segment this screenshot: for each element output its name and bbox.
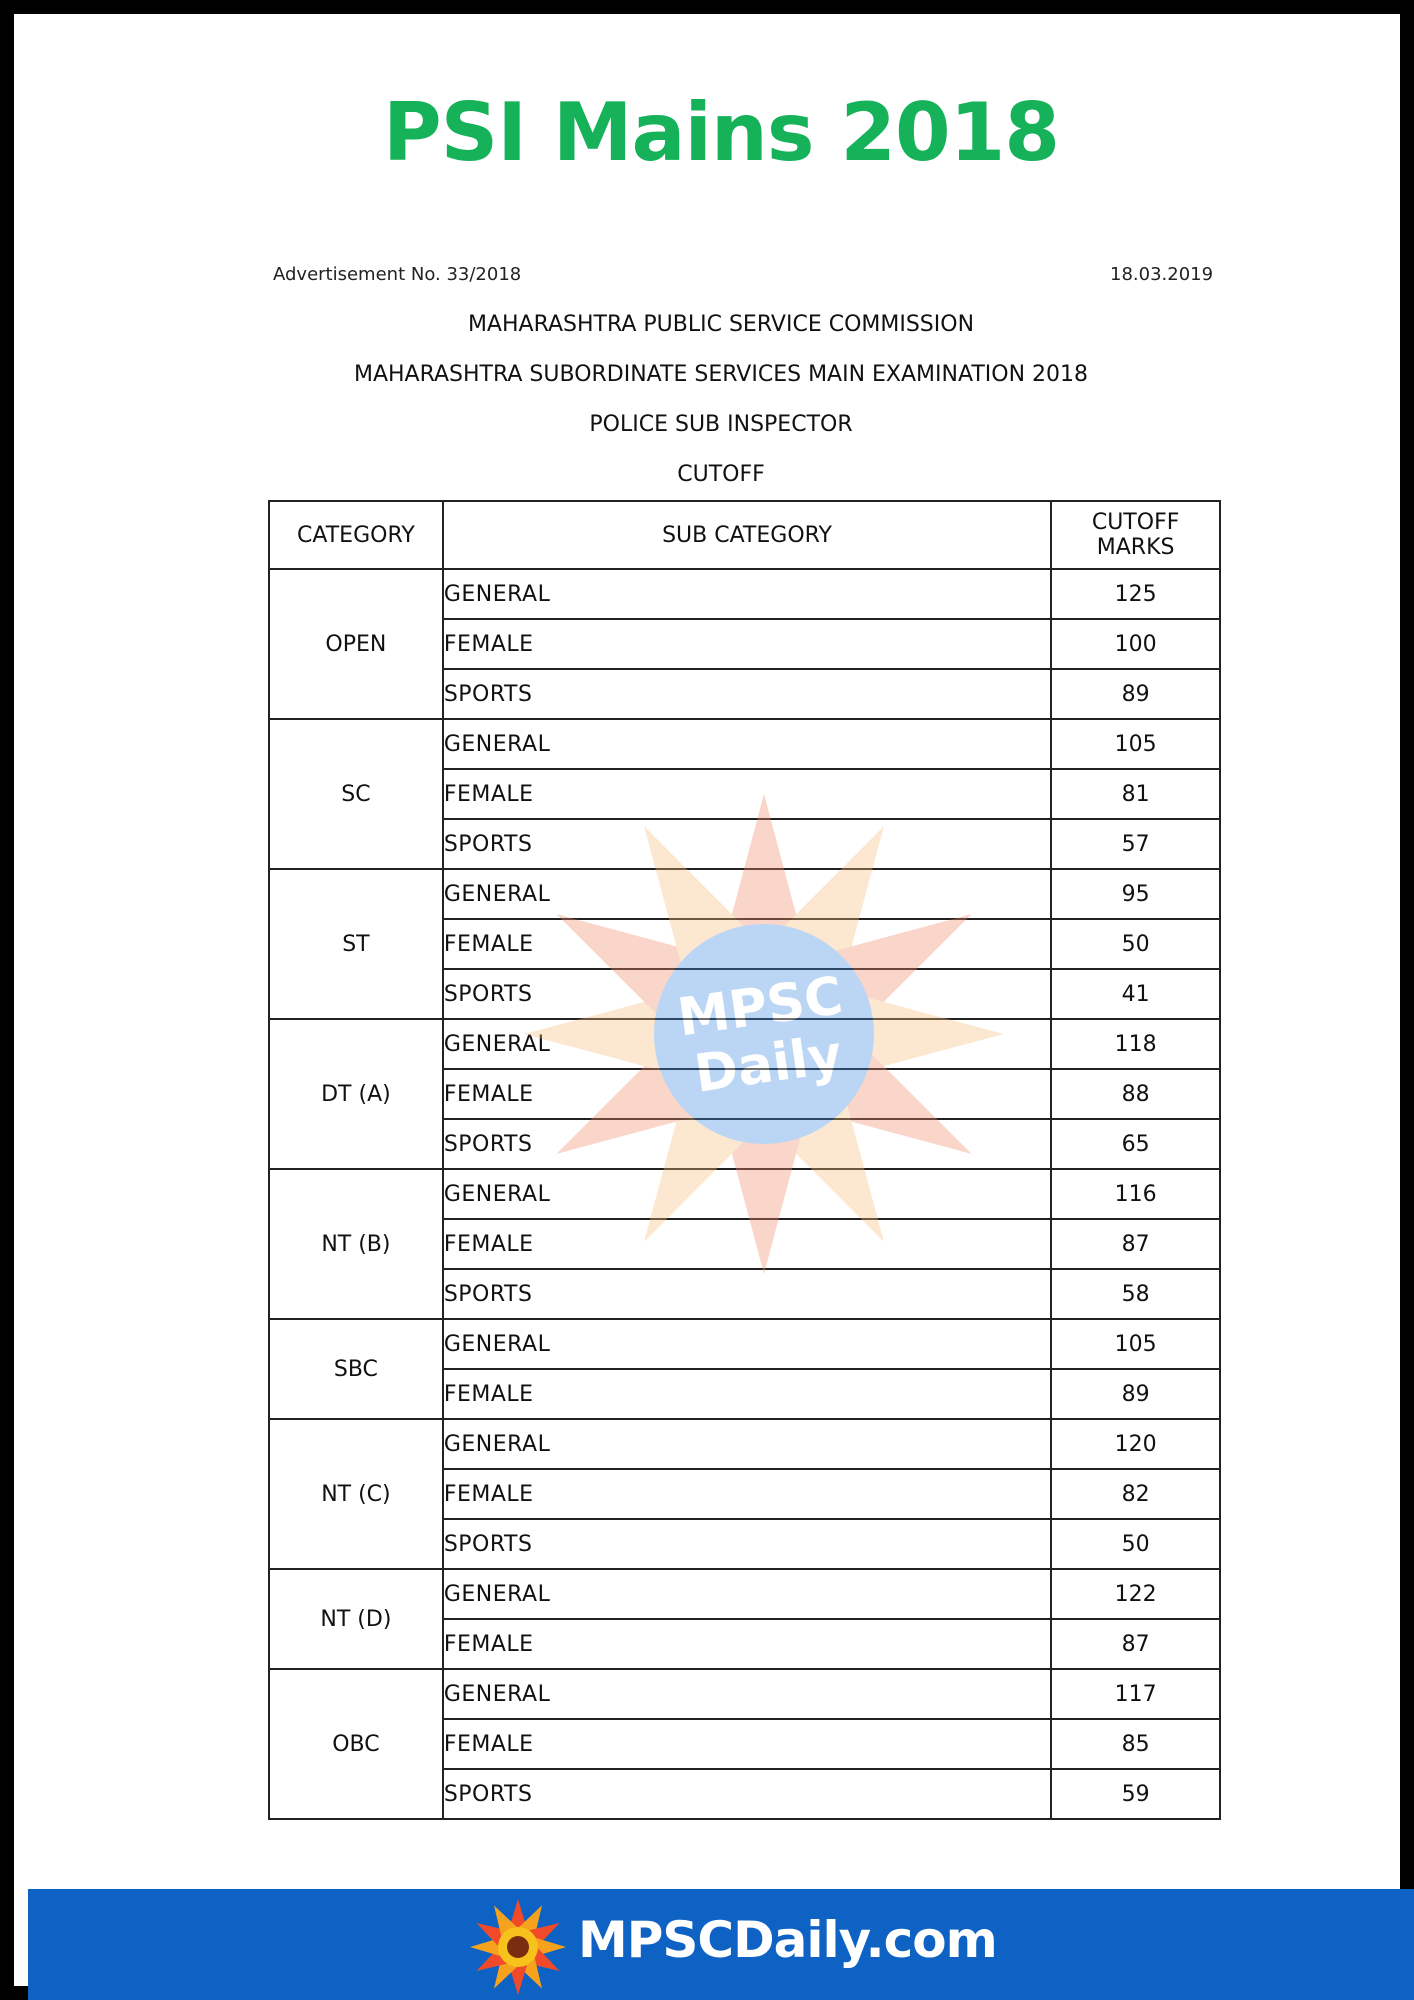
table-row <box>269 1419 1220 1469</box>
category-cell: ST <box>269 869 443 1019</box>
sub-category-cell: GENERAL <box>443 1569 1051 1619</box>
mpsc-daily-logo-icon <box>468 1897 568 1997</box>
sub-category-cell: SPORTS <box>443 969 1051 1019</box>
sub-category-cell: GENERAL <box>443 1169 1051 1219</box>
sub-category-cell: FEMALE <box>443 919 1051 969</box>
sub-category-cell: GENERAL <box>443 1669 1051 1719</box>
cutoff-table <box>268 500 1221 1820</box>
column-header-cutoff-marks: CUTOFF MARKS <box>1051 501 1220 569</box>
document-date: 18.03.2019 <box>1110 264 1214 285</box>
category-cell: SC <box>269 719 443 869</box>
category-cell: NT (D) <box>269 1569 443 1669</box>
sub-category-cell: FEMALE <box>443 1619 1051 1669</box>
table-row <box>269 1019 1220 1069</box>
cutoff-marks-cell: 117 <box>1051 1669 1220 1719</box>
cutoff-marks-cell: 122 <box>1051 1569 1220 1619</box>
sub-category-cell: FEMALE <box>443 1069 1051 1119</box>
table-row <box>269 1319 1220 1369</box>
sub-category-cell: FEMALE <box>443 1219 1051 1269</box>
cutoff-marks-cell: 57 <box>1051 819 1220 869</box>
sub-category-cell: FEMALE <box>443 1369 1051 1419</box>
post-name: POLICE SUB INSPECTOR <box>589 412 853 437</box>
sub-category-cell: SPORTS <box>443 669 1051 719</box>
cutoff-marks-cell: 50 <box>1051 1519 1220 1569</box>
commission-name: MAHARASHTRA PUBLIC SERVICE COMMISSION <box>467 312 975 337</box>
sub-category-cell: GENERAL <box>443 1319 1051 1369</box>
watermark-text-line1: MPSC <box>674 966 847 1049</box>
sub-category-cell: FEMALE <box>443 1719 1051 1769</box>
cutoff-marks-cell: 87 <box>1051 1619 1220 1669</box>
cutoff-marks-cell: 50 <box>1051 919 1220 969</box>
category-cell: DT (A) <box>269 1019 443 1169</box>
sub-category-cell: SPORTS <box>443 819 1051 869</box>
category-cell: NT (C) <box>269 1419 443 1569</box>
table-row <box>269 1169 1220 1219</box>
watermark-text-line2: Daily <box>690 1024 846 1105</box>
sub-category-cell: GENERAL <box>443 869 1051 919</box>
table-row <box>269 869 1220 919</box>
cutoff-marks-cell: 82 <box>1051 1469 1220 1519</box>
category-cell: SBC <box>269 1319 443 1419</box>
cutoff-marks-cell: 125 <box>1051 569 1220 619</box>
cutoff-marks-cell: 116 <box>1051 1169 1220 1219</box>
cutoff-marks-cell: 88 <box>1051 1069 1220 1119</box>
cutoff-marks-cell: 65 <box>1051 1119 1220 1169</box>
sub-category-cell: SPORTS <box>443 1769 1051 1819</box>
category-cell: OBC <box>269 1669 443 1819</box>
cutoff-marks-cell: 89 <box>1051 1369 1220 1419</box>
sub-category-cell: FEMALE <box>443 619 1051 669</box>
cutoff-marks-cell: 120 <box>1051 1419 1220 1469</box>
table-body <box>269 569 1220 1819</box>
cutoff-marks-cell: 95 <box>1051 869 1220 919</box>
cutoff-marks-cell: 100 <box>1051 619 1220 669</box>
cutoff-marks-cell: 59 <box>1051 1769 1220 1819</box>
sub-category-cell: GENERAL <box>443 1019 1051 1069</box>
sub-category-cell: SPORTS <box>443 1119 1051 1169</box>
cutoff-marks-cell: 105 <box>1051 719 1220 769</box>
footer-site-name: MPSCDaily.com <box>578 1911 997 1969</box>
table-row <box>269 1669 1220 1719</box>
cutoff-marks-cell: 87 <box>1051 1219 1220 1269</box>
table-row <box>269 1569 1220 1619</box>
cutoff-marks-cell: 41 <box>1051 969 1220 1019</box>
sub-category-cell: GENERAL <box>443 1419 1051 1469</box>
advertisement-number: Advertisement No. 33/2018 <box>273 264 522 285</box>
sub-category-cell: FEMALE <box>443 1469 1051 1519</box>
column-header-category: CATEGORY <box>269 501 443 569</box>
sub-category-cell: SPORTS <box>443 1519 1051 1569</box>
table-row <box>269 719 1220 769</box>
sub-category-cell: SPORTS <box>443 1269 1051 1319</box>
cutoff-marks-cell: 81 <box>1051 769 1220 819</box>
cutoff-marks-cell: 58 <box>1051 1269 1220 1319</box>
category-cell: OPEN <box>269 569 443 719</box>
cutoff-marks-cell: 89 <box>1051 669 1220 719</box>
table-header-row <box>269 501 1220 569</box>
footer-banner <box>28 1889 1414 2000</box>
sub-category-cell: GENERAL <box>443 569 1051 619</box>
cutoff-marks-cell: 118 <box>1051 1019 1220 1069</box>
cutoff-marks-cell: 105 <box>1051 1319 1220 1369</box>
category-cell: NT (B) <box>269 1169 443 1319</box>
sub-category-cell: FEMALE <box>443 769 1051 819</box>
exam-name: MAHARASHTRA SUBORDINATE SERVICES MAIN EXAMINATION 2018 <box>353 362 1089 387</box>
page-title: PSI Mains 2018 <box>383 86 1059 179</box>
sub-category-cell: GENERAL <box>443 719 1051 769</box>
column-header-sub-category: SUB CATEGORY <box>443 501 1051 569</box>
table-row <box>269 569 1220 619</box>
cutoff-marks-cell: 85 <box>1051 1719 1220 1769</box>
cutoff-heading: CUTOFF <box>677 462 765 487</box>
